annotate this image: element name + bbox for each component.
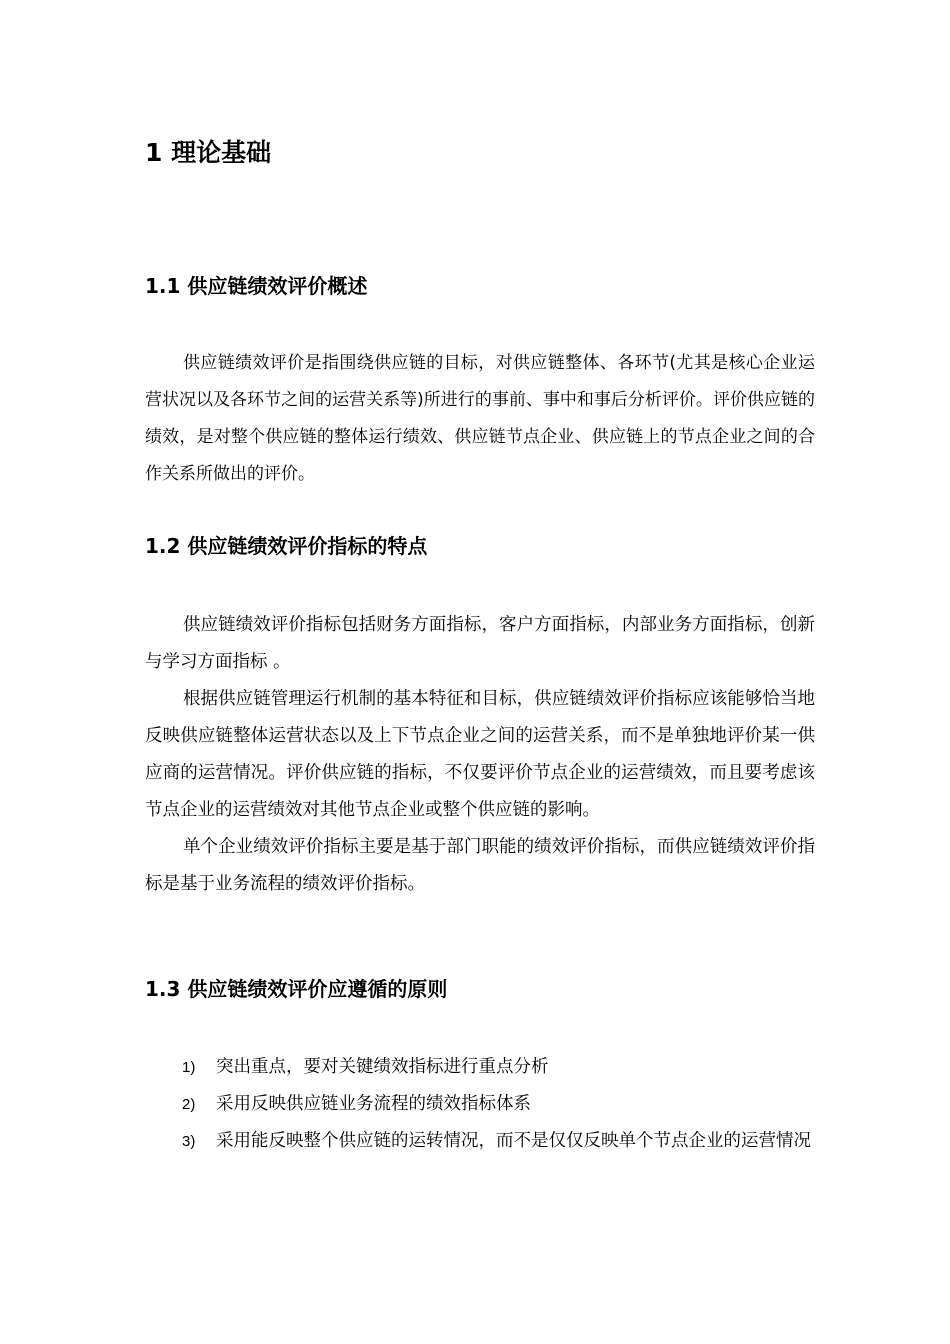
section-1-1-paragraph-1: 供应链绩效评价是指围绕供应链的目标，对供应链整体、各环节(尤其是核心企业运营状况以及各环节之间的运营关系等)所进行的事前、事中和事后分析评价。评价供应链的绩效，是对整个供应链的整体运行绩效、供应链节点企业、供应链上的节点企业之间的合作关系所做出的评价。 [145,353,815,484]
section-1-2-heading: 1.2 供应链绩效评价指标的特点 [145,534,428,558]
list-item-number: 1) [182,1059,196,1076]
list-item-number: 3) [182,1133,196,1150]
section-1-2-body [145,607,815,903]
list-item-text: 采用能反映整个供应链的运转情况，而不是仅仅反映单个节点企业的运营情况 [216,1131,811,1151]
section-1-2-paragraph-1: 供应链绩效评价指标包括财务方面指标，客户方面指标，内部业务方面指标，创新与学习方面指标 。 [145,615,815,672]
chapter-title: 1 理论基础 [145,138,272,167]
section-1-2-paragraph-2: 根据供应链管理运行机制的基本特征和目标，供应链绩效评价指标应该能够恰当地反映供应链整体运营状态以及上下节点企业之间的运营关系，而不是单独地评价某一供应商的运营情况。评价供应链的指标，不仅要评价节点企业的运营绩效，而且要考虑该节点企业的运营绩效对其他节点企业或整个供应链的影响。 [145,689,815,820]
section-1-2-paragraph-3: 单个企业绩效评价指标主要是基于部门职能的绩效评价指标，而供应链绩效评价指标是基于业务流程的绩效评价指标。 [145,837,815,894]
list-item-text: 采用反映供应链业务流程的绩效指标体系 [216,1094,531,1114]
list-item-number: 2) [182,1096,196,1113]
principles-list [145,1049,815,1160]
document-page [145,0,815,1344]
list-item [145,1123,815,1160]
list-item [145,1086,815,1123]
section-1-3-heading: 1.3 供应链绩效评价应遵循的原则 [145,977,448,1001]
section-1-1-body [145,345,815,493]
list-item-text: 突出重点，要对关键绩效指标进行重点分析 [216,1057,549,1077]
section-1-1-heading: 1.1 供应链绩效评价概述 [145,274,368,298]
list-item [145,1049,815,1086]
